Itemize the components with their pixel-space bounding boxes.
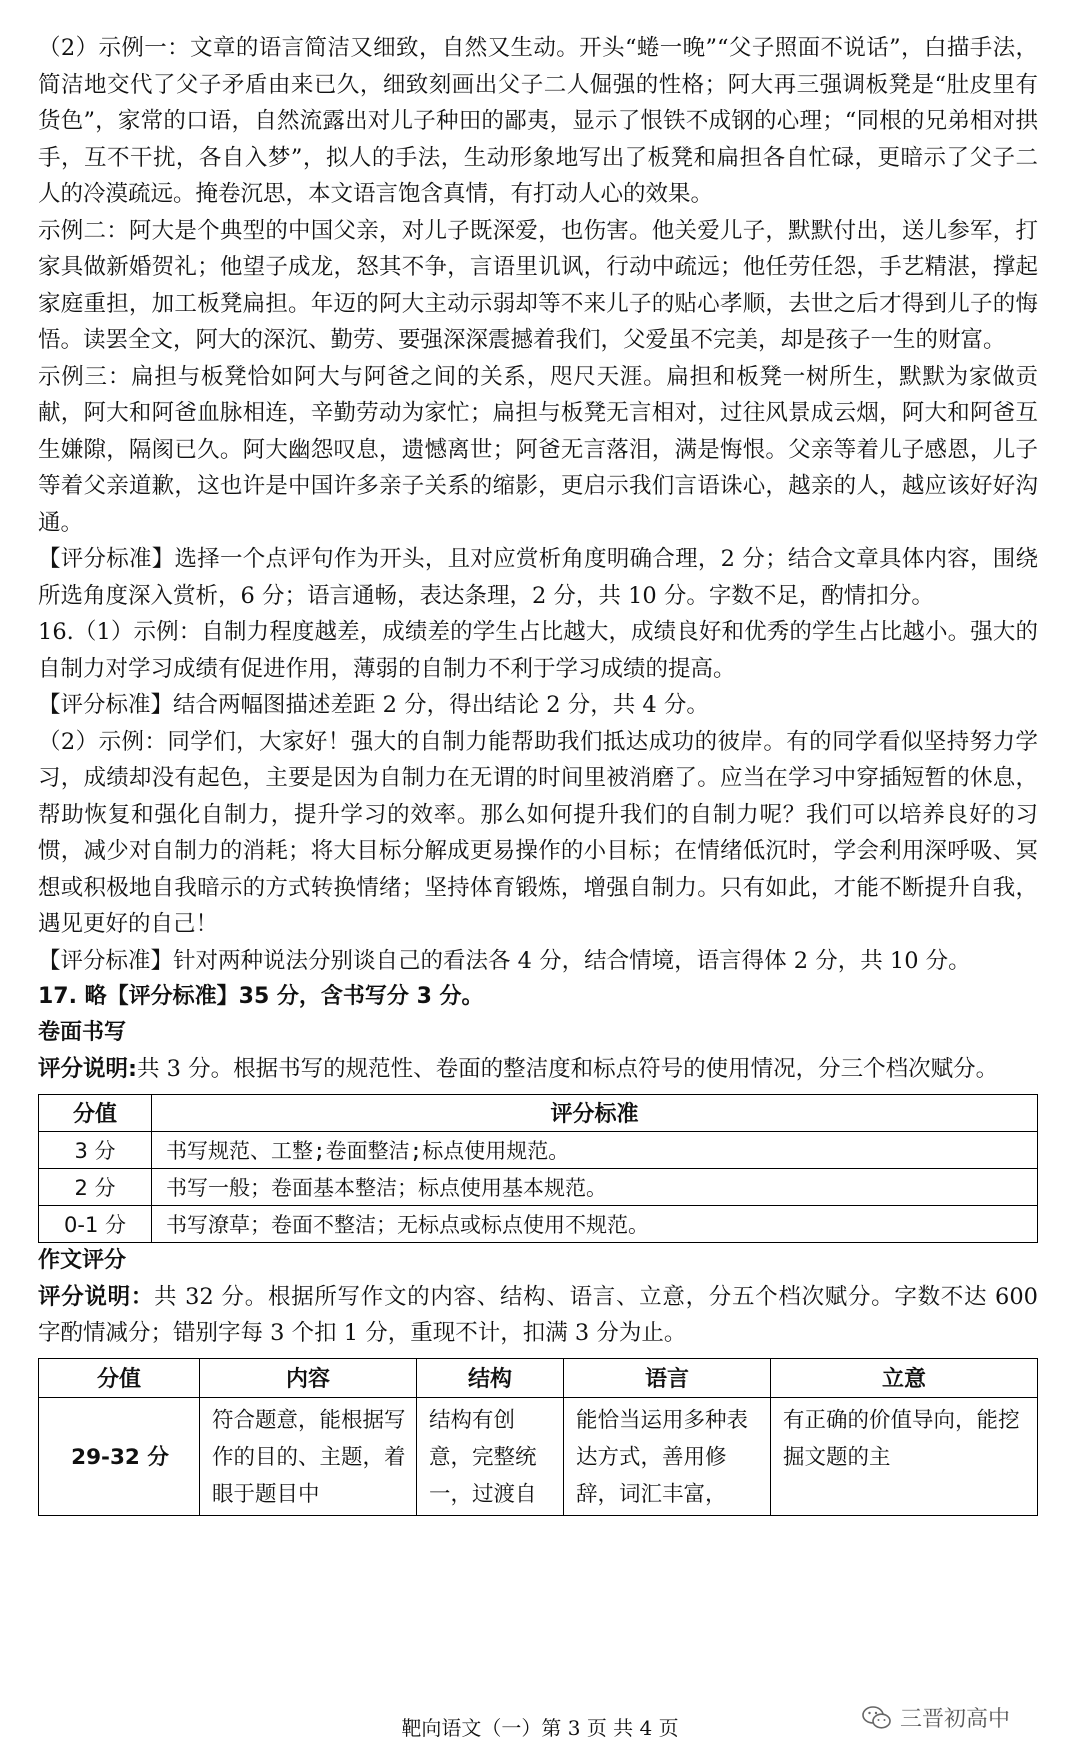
table-cell: 2 分 — [39, 1168, 152, 1205]
table-cell: 结构有创意，完整统一，过渡自 — [417, 1397, 564, 1515]
table-cell: 0-1 分 — [39, 1205, 152, 1242]
table-header-row — [39, 1094, 1038, 1131]
answer-15-2-example-1: （2）示例一：文章的语言简洁又细致，自然又生动。开头“蜷一晚”“父子照面不说话”，白描手法，简洁地交代了父子矛盾由来已久，细致刻画出父子二人倔强的性格；阿大再三强调板凳是“肚皮里有货色”，家常的口语，自然流露出对儿子种田的鄙夷，显示了恨铁不成钢的心理；“同根的兄弟相对拱手，互不干扰，各自入梦”，拟人的手法，生动形象地写出了板凳和扁担各自忙碌，更暗示了父子二人的冷漠疏远。掩卷沉思，本文语言饱含真情，有打动人心的效果。 — [38, 35, 1038, 207]
essay-note-label: 评分说明： — [38, 1283, 155, 1310]
watermark-text: 三晋初高中 — [900, 1707, 1011, 1732]
table-header: 分值 — [39, 1094, 152, 1131]
question-17-heading: 17. 略【评分标准】35 分，含书写分 3 分。 — [38, 984, 484, 1009]
table-cell: 29-32 分 — [39, 1397, 200, 1515]
essay-section-heading: 作文评分 — [38, 1247, 127, 1273]
table-cell: 书写一般；卷面基本整洁；标点使用基本规范。 — [152, 1168, 1038, 1205]
scoring-standard-16-1: 【评分标准】结合两幅图描述差距 2 分，得出结论 2 分，共 4 分。 — [38, 692, 709, 718]
document-body — [38, 30, 1038, 1516]
table-cell: 有正确的价值导向，能挖掘文题的主 — [771, 1397, 1038, 1515]
table-cell: 书写潦草；卷面不整洁；无标点或标点使用不规范。 — [152, 1205, 1038, 1242]
answer-16-2: （2）示例：同学们，大家好！强大的自制力能帮助我们抵达成功的彼岸。有的同学看似坚持努力学习，成绩却没有起色，主要是因为自制力在无谓的时间里被消磨了。应当在学习中穿插短暂的休息，帮助恢复和强化自制力，提升学习的效率。那么如何提升我们的自制力呢？我们可以培养良好的习惯，减少对自制力的消耗；将大目标分解成更易操作的小目标；在情绪低沉时，学会利用深呼吸、冥想或积极地自我暗示的方式转换情绪；坚持体育锻炼，增强自制力。只有如此，才能不断提升自我，遇见更好的自己！ — [38, 728, 1038, 937]
writing-score-table — [38, 1094, 1038, 1243]
essay-score-table — [38, 1358, 1038, 1516]
writing-section-heading: 卷面书写 — [38, 1020, 127, 1045]
scoring-standard-15-2: 【评分标准】选择一个点评句作为开头，且对应赏析角度明确合理，2 分；结合文章具体内容，围绕所选角度深入赏析，6 分；语言通畅，表达条理，2 分，共 10 分。字数不足，酌情扣分。 — [38, 546, 1038, 609]
table-cell: 符合题意，能根据写作的目的、主题，着眼于题目中 — [200, 1397, 417, 1515]
table-cell: 能恰当运用多种表达方式，善用修辞，词汇丰富， — [564, 1397, 771, 1515]
writing-note-label: 评分说明: — [38, 1056, 137, 1082]
writing-note — [38, 1051, 1038, 1088]
table-header: 立意 — [771, 1358, 1038, 1397]
answer-16-1: 16.（1）示例：自制力程度越差，成绩差的学生占比越大，成绩良好和优秀的学生占比越小。强大的自制力对学习成绩有促进作用，薄弱的自制力不利于学习成绩的提高。 — [38, 619, 1038, 682]
table-row — [39, 1397, 1038, 1515]
table-header: 结构 — [417, 1358, 564, 1397]
table-cell: 书写规范、工整;卷面整洁;标点使用规范。 — [152, 1131, 1038, 1168]
scoring-standard-16-2: 【评分标准】针对两种说法分别谈自己的看法各 4 分，结合情境，语言得体 2 分，共 10 分。 — [38, 947, 971, 974]
writing-note-text: 共 3 分。根据书写的规范性、卷面的整洁度和标点符号的使用情况，分三个档次赋分。 — [137, 1056, 999, 1082]
table-header: 分值 — [39, 1358, 200, 1397]
table-header: 语言 — [564, 1358, 771, 1397]
answer-15-2-example-2: 示例二：阿大是个典型的中国父亲，对儿子既深爱，也伤害。他关爱儿子，默默付出，送儿参军，打家具做新婚贺礼；他望子成龙，怒其不争，言语里讥讽，行动中疏远；他任劳任怨，手艺精湛，撑起家庭重担，加工板凳扁担。年迈的阿大主动示弱却等不来儿子的贴心孝顺，去世之后才得到儿子的悔悟。读罢全文，阿大的深沉、勤劳、要强深深震撼着我们，父爱虽不完美，却是孩子一生的财富。 — [38, 217, 1038, 353]
essay-note — [38, 1279, 1038, 1352]
table-row — [39, 1205, 1038, 1242]
watermark — [862, 1702, 1010, 1733]
table-header-row — [39, 1358, 1038, 1397]
page-footer: 靶向语文（一）第 3 页 共 4 页 — [401, 1716, 679, 1740]
table-row — [39, 1168, 1038, 1205]
essay-note-text: 共 32 分。根据所写作文的内容、结构、语言、立意，分五个档次赋分。字数不达 600 字酌情减分；错别字每 3 个扣 1 分，重现不计，扣满 3 分为止。 — [38, 1283, 1038, 1346]
table-header: 内容 — [200, 1358, 417, 1397]
table-cell: 3 分 — [39, 1131, 152, 1168]
answer-15-2-example-3: 示例三：扁担与板凳恰如阿大与阿爸之间的关系，咫尺天涯。扁担和板凳一树所生，默默为家做贡献，阿大和阿爸血脉相连，辛勤劳动为家忙；扁担与板凳无言相对，过往风景成云烟，阿大和阿爸互生嫌隙，隔阂已久。阿大幽怨叹息，遗憾离世；阿爸无言落泪，满是悔恨。父亲等着儿子感恩，儿子等着父亲道歉，这也许是中国许多亲子关系的缩影，更启示我们言语诛心，越亲的人，越应该好好沟通。 — [38, 363, 1038, 536]
wechat-icon — [862, 1705, 892, 1731]
table-header: 评分标准 — [152, 1094, 1038, 1131]
table-row — [39, 1131, 1038, 1168]
